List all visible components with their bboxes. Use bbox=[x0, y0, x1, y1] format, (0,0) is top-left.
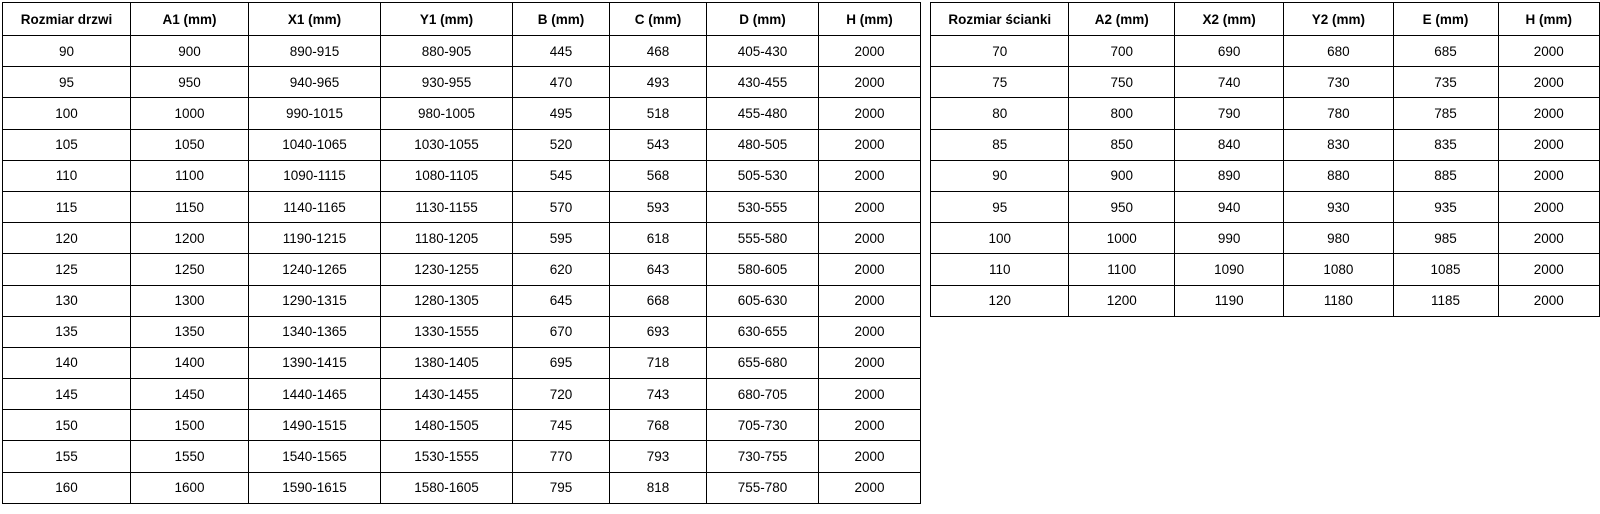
table-row bbox=[3, 254, 921, 285]
walls-cell: 785 bbox=[1393, 98, 1498, 129]
walls-cell: 2000 bbox=[1498, 36, 1599, 67]
doors-cell: 2000 bbox=[819, 441, 921, 472]
doors-column-header: D (mm) bbox=[707, 3, 819, 36]
doors-cell: 145 bbox=[3, 379, 131, 410]
doors-cell: 1180-1205 bbox=[381, 223, 513, 254]
walls-column-header: X2 (mm) bbox=[1174, 3, 1283, 36]
table-row bbox=[3, 36, 921, 67]
walls-cell: 950 bbox=[1069, 191, 1175, 222]
walls-cell: 880 bbox=[1284, 160, 1393, 191]
doors-cell: 1590-1615 bbox=[249, 472, 381, 503]
walls-cell: 80 bbox=[931, 98, 1069, 129]
doors-cell: 1550 bbox=[131, 441, 249, 472]
doors-cell: 1300 bbox=[131, 285, 249, 316]
doors-cell: 505-530 bbox=[707, 160, 819, 191]
doors-cell: 2000 bbox=[819, 316, 921, 347]
walls-cell: 2000 bbox=[1498, 98, 1599, 129]
doors-cell: 468 bbox=[610, 36, 707, 67]
doors-cell: 150 bbox=[3, 410, 131, 441]
walls-cell: 1185 bbox=[1393, 285, 1498, 316]
walls-cell: 1190 bbox=[1174, 285, 1283, 316]
doors-cell: 1190-1215 bbox=[249, 223, 381, 254]
doors-cell: 793 bbox=[610, 441, 707, 472]
doors-cell: 950 bbox=[131, 67, 249, 98]
walls-cell: 835 bbox=[1393, 129, 1498, 160]
doors-cell: 1340-1365 bbox=[249, 316, 381, 347]
walls-column-header: Rozmiar ścianki bbox=[931, 3, 1069, 36]
doors-cell: 2000 bbox=[819, 129, 921, 160]
walls-cell: 1080 bbox=[1284, 254, 1393, 285]
doors-cell: 570 bbox=[513, 191, 610, 222]
doors-column-header: B (mm) bbox=[513, 3, 610, 36]
doors-cell: 135 bbox=[3, 316, 131, 347]
doors-cell: 1430-1455 bbox=[381, 379, 513, 410]
doors-cell: 818 bbox=[610, 472, 707, 503]
doors-cell: 1280-1305 bbox=[381, 285, 513, 316]
walls-cell: 2000 bbox=[1498, 67, 1599, 98]
doors-cell: 1290-1315 bbox=[249, 285, 381, 316]
doors-cell: 645 bbox=[513, 285, 610, 316]
table-row bbox=[931, 160, 1600, 191]
table-row bbox=[3, 129, 921, 160]
walls-cell: 685 bbox=[1393, 36, 1498, 67]
table-row bbox=[3, 67, 921, 98]
doors-cell: 705-730 bbox=[707, 410, 819, 441]
doors-cell: 2000 bbox=[819, 160, 921, 191]
doors-dimensions-table bbox=[2, 2, 921, 504]
doors-cell: 1500 bbox=[131, 410, 249, 441]
doors-column-header: Y1 (mm) bbox=[381, 3, 513, 36]
doors-cell: 2000 bbox=[819, 347, 921, 378]
table-row bbox=[931, 285, 1600, 316]
walls-column-header: Y2 (mm) bbox=[1284, 3, 1393, 36]
doors-cell: 693 bbox=[610, 316, 707, 347]
doors-table-container bbox=[2, 2, 921, 504]
doors-cell: 770 bbox=[513, 441, 610, 472]
doors-cell: 1240-1265 bbox=[249, 254, 381, 285]
doors-cell: 655-680 bbox=[707, 347, 819, 378]
table-row bbox=[3, 223, 921, 254]
doors-cell: 1330-1555 bbox=[381, 316, 513, 347]
doors-cell: 480-505 bbox=[707, 129, 819, 160]
walls-cell: 890 bbox=[1174, 160, 1283, 191]
table-row bbox=[3, 472, 921, 503]
walls-cell: 850 bbox=[1069, 129, 1175, 160]
doors-cell: 605-630 bbox=[707, 285, 819, 316]
walls-cell: 2000 bbox=[1498, 254, 1599, 285]
walls-cell: 780 bbox=[1284, 98, 1393, 129]
walls-cell: 790 bbox=[1174, 98, 1283, 129]
doors-cell: 1090-1115 bbox=[249, 160, 381, 191]
doors-cell: 670 bbox=[513, 316, 610, 347]
doors-cell: 900 bbox=[131, 36, 249, 67]
walls-column-header: E (mm) bbox=[1393, 3, 1498, 36]
doors-cell: 593 bbox=[610, 191, 707, 222]
doors-cell: 125 bbox=[3, 254, 131, 285]
walls-cell: 750 bbox=[1069, 67, 1175, 98]
doors-cell: 2000 bbox=[819, 223, 921, 254]
doors-cell: 720 bbox=[513, 379, 610, 410]
doors-cell: 445 bbox=[513, 36, 610, 67]
walls-cell: 2000 bbox=[1498, 191, 1599, 222]
table-row bbox=[3, 98, 921, 129]
walls-cell: 120 bbox=[931, 285, 1069, 316]
doors-cell: 1250 bbox=[131, 254, 249, 285]
table-row bbox=[3, 285, 921, 316]
table-header-row bbox=[931, 3, 1600, 36]
walls-cell: 900 bbox=[1069, 160, 1175, 191]
doors-cell: 643 bbox=[610, 254, 707, 285]
doors-cell: 105 bbox=[3, 129, 131, 160]
doors-cell: 1140-1165 bbox=[249, 191, 381, 222]
walls-column-header: H (mm) bbox=[1498, 3, 1599, 36]
walls-cell: 2000 bbox=[1498, 160, 1599, 191]
walls-cell: 830 bbox=[1284, 129, 1393, 160]
doors-cell: 1000 bbox=[131, 98, 249, 129]
doors-cell: 2000 bbox=[819, 98, 921, 129]
doors-cell: 405-430 bbox=[707, 36, 819, 67]
doors-cell: 1480-1505 bbox=[381, 410, 513, 441]
table-row bbox=[931, 36, 1600, 67]
doors-cell: 1200 bbox=[131, 223, 249, 254]
doors-cell: 940-965 bbox=[249, 67, 381, 98]
walls-cell: 940 bbox=[1174, 191, 1283, 222]
walls-table-body bbox=[931, 36, 1600, 317]
doors-table-body bbox=[3, 36, 921, 504]
doors-cell: 1380-1405 bbox=[381, 347, 513, 378]
doors-cell: 630-655 bbox=[707, 316, 819, 347]
doors-cell: 1350 bbox=[131, 316, 249, 347]
table-row bbox=[3, 379, 921, 410]
doors-cell: 618 bbox=[610, 223, 707, 254]
walls-cell: 1100 bbox=[1069, 254, 1175, 285]
doors-cell: 518 bbox=[610, 98, 707, 129]
doors-cell: 755-780 bbox=[707, 472, 819, 503]
doors-cell: 555-580 bbox=[707, 223, 819, 254]
doors-cell: 495 bbox=[513, 98, 610, 129]
doors-cell: 470 bbox=[513, 67, 610, 98]
table-row bbox=[3, 160, 921, 191]
walls-cell: 85 bbox=[931, 129, 1069, 160]
walls-table-head bbox=[931, 3, 1600, 36]
walls-cell: 935 bbox=[1393, 191, 1498, 222]
table-row bbox=[931, 223, 1600, 254]
walls-cell: 840 bbox=[1174, 129, 1283, 160]
walls-cell: 1000 bbox=[1069, 223, 1175, 254]
doors-cell: 595 bbox=[513, 223, 610, 254]
walls-cell: 800 bbox=[1069, 98, 1175, 129]
doors-cell: 880-905 bbox=[381, 36, 513, 67]
doors-cell: 2000 bbox=[819, 285, 921, 316]
walls-dimensions-table bbox=[930, 2, 1600, 317]
doors-cell: 1440-1465 bbox=[249, 379, 381, 410]
walls-table-container bbox=[930, 2, 1600, 317]
doors-column-header: H (mm) bbox=[819, 3, 921, 36]
walls-cell: 680 bbox=[1284, 36, 1393, 67]
doors-cell: 110 bbox=[3, 160, 131, 191]
walls-cell: 90 bbox=[931, 160, 1069, 191]
doors-cell: 680-705 bbox=[707, 379, 819, 410]
table-row bbox=[3, 410, 921, 441]
walls-cell: 980 bbox=[1284, 223, 1393, 254]
doors-cell: 1390-1415 bbox=[249, 347, 381, 378]
doors-cell: 545 bbox=[513, 160, 610, 191]
walls-cell: 985 bbox=[1393, 223, 1498, 254]
doors-cell: 1490-1515 bbox=[249, 410, 381, 441]
walls-cell: 2000 bbox=[1498, 285, 1599, 316]
table-row bbox=[3, 191, 921, 222]
doors-cell: 580-605 bbox=[707, 254, 819, 285]
doors-cell: 2000 bbox=[819, 191, 921, 222]
walls-cell: 95 bbox=[931, 191, 1069, 222]
doors-cell: 120 bbox=[3, 223, 131, 254]
doors-cell: 493 bbox=[610, 67, 707, 98]
walls-cell: 1180 bbox=[1284, 285, 1393, 316]
doors-cell: 1150 bbox=[131, 191, 249, 222]
doors-cell: 1400 bbox=[131, 347, 249, 378]
doors-cell: 90 bbox=[3, 36, 131, 67]
doors-cell: 1530-1555 bbox=[381, 441, 513, 472]
table-row bbox=[3, 347, 921, 378]
doors-cell: 1040-1065 bbox=[249, 129, 381, 160]
walls-cell: 100 bbox=[931, 223, 1069, 254]
walls-cell: 110 bbox=[931, 254, 1069, 285]
doors-cell: 543 bbox=[610, 129, 707, 160]
walls-cell: 1200 bbox=[1069, 285, 1175, 316]
doors-cell: 2000 bbox=[819, 472, 921, 503]
walls-cell: 700 bbox=[1069, 36, 1175, 67]
table-row bbox=[931, 129, 1600, 160]
doors-cell: 718 bbox=[610, 347, 707, 378]
doors-cell: 95 bbox=[3, 67, 131, 98]
walls-cell: 740 bbox=[1174, 67, 1283, 98]
doors-column-header: Rozmiar drzwi bbox=[3, 3, 131, 36]
doors-cell: 155 bbox=[3, 441, 131, 472]
doors-cell: 2000 bbox=[819, 67, 921, 98]
doors-cell: 990-1015 bbox=[249, 98, 381, 129]
table-row bbox=[3, 316, 921, 347]
table-row bbox=[931, 98, 1600, 129]
walls-cell: 990 bbox=[1174, 223, 1283, 254]
doors-cell: 743 bbox=[610, 379, 707, 410]
doors-cell: 1450 bbox=[131, 379, 249, 410]
doors-cell: 620 bbox=[513, 254, 610, 285]
walls-cell: 2000 bbox=[1498, 129, 1599, 160]
doors-cell: 160 bbox=[3, 472, 131, 503]
doors-cell: 1600 bbox=[131, 472, 249, 503]
doors-cell: 2000 bbox=[819, 410, 921, 441]
doors-cell: 430-455 bbox=[707, 67, 819, 98]
doors-cell: 140 bbox=[3, 347, 131, 378]
doors-cell: 1100 bbox=[131, 160, 249, 191]
table-row bbox=[931, 254, 1600, 285]
walls-cell: 930 bbox=[1284, 191, 1393, 222]
doors-cell: 1050 bbox=[131, 129, 249, 160]
walls-cell: 2000 bbox=[1498, 223, 1599, 254]
doors-cell: 1580-1605 bbox=[381, 472, 513, 503]
doors-cell: 115 bbox=[3, 191, 131, 222]
doors-table-head bbox=[3, 3, 921, 36]
walls-cell: 690 bbox=[1174, 36, 1283, 67]
doors-cell: 2000 bbox=[819, 254, 921, 285]
table-row bbox=[931, 67, 1600, 98]
doors-cell: 1230-1255 bbox=[381, 254, 513, 285]
doors-cell: 2000 bbox=[819, 379, 921, 410]
walls-cell: 735 bbox=[1393, 67, 1498, 98]
walls-cell: 1085 bbox=[1393, 254, 1498, 285]
walls-column-header: A2 (mm) bbox=[1069, 3, 1175, 36]
doors-cell: 520 bbox=[513, 129, 610, 160]
doors-cell: 1080-1105 bbox=[381, 160, 513, 191]
doors-cell: 695 bbox=[513, 347, 610, 378]
doors-cell: 1540-1565 bbox=[249, 441, 381, 472]
doors-cell: 668 bbox=[610, 285, 707, 316]
walls-cell: 730 bbox=[1284, 67, 1393, 98]
walls-cell: 885 bbox=[1393, 160, 1498, 191]
walls-cell: 1090 bbox=[1174, 254, 1283, 285]
doors-cell: 980-1005 bbox=[381, 98, 513, 129]
doors-cell: 530-555 bbox=[707, 191, 819, 222]
doors-cell: 568 bbox=[610, 160, 707, 191]
table-row bbox=[3, 441, 921, 472]
doors-cell: 730-755 bbox=[707, 441, 819, 472]
doors-cell: 130 bbox=[3, 285, 131, 316]
doors-column-header: A1 (mm) bbox=[131, 3, 249, 36]
doors-cell: 1030-1055 bbox=[381, 129, 513, 160]
doors-cell: 100 bbox=[3, 98, 131, 129]
doors-column-header: C (mm) bbox=[610, 3, 707, 36]
doors-cell: 745 bbox=[513, 410, 610, 441]
doors-cell: 795 bbox=[513, 472, 610, 503]
table-row bbox=[931, 191, 1600, 222]
doors-cell: 2000 bbox=[819, 36, 921, 67]
doors-cell: 930-955 bbox=[381, 67, 513, 98]
doors-cell: 890-915 bbox=[249, 36, 381, 67]
walls-cell: 70 bbox=[931, 36, 1069, 67]
table-header-row bbox=[3, 3, 921, 36]
doors-cell: 768 bbox=[610, 410, 707, 441]
doors-cell: 1130-1155 bbox=[381, 191, 513, 222]
doors-column-header: X1 (mm) bbox=[249, 3, 381, 36]
doors-cell: 455-480 bbox=[707, 98, 819, 129]
walls-cell: 75 bbox=[931, 67, 1069, 98]
